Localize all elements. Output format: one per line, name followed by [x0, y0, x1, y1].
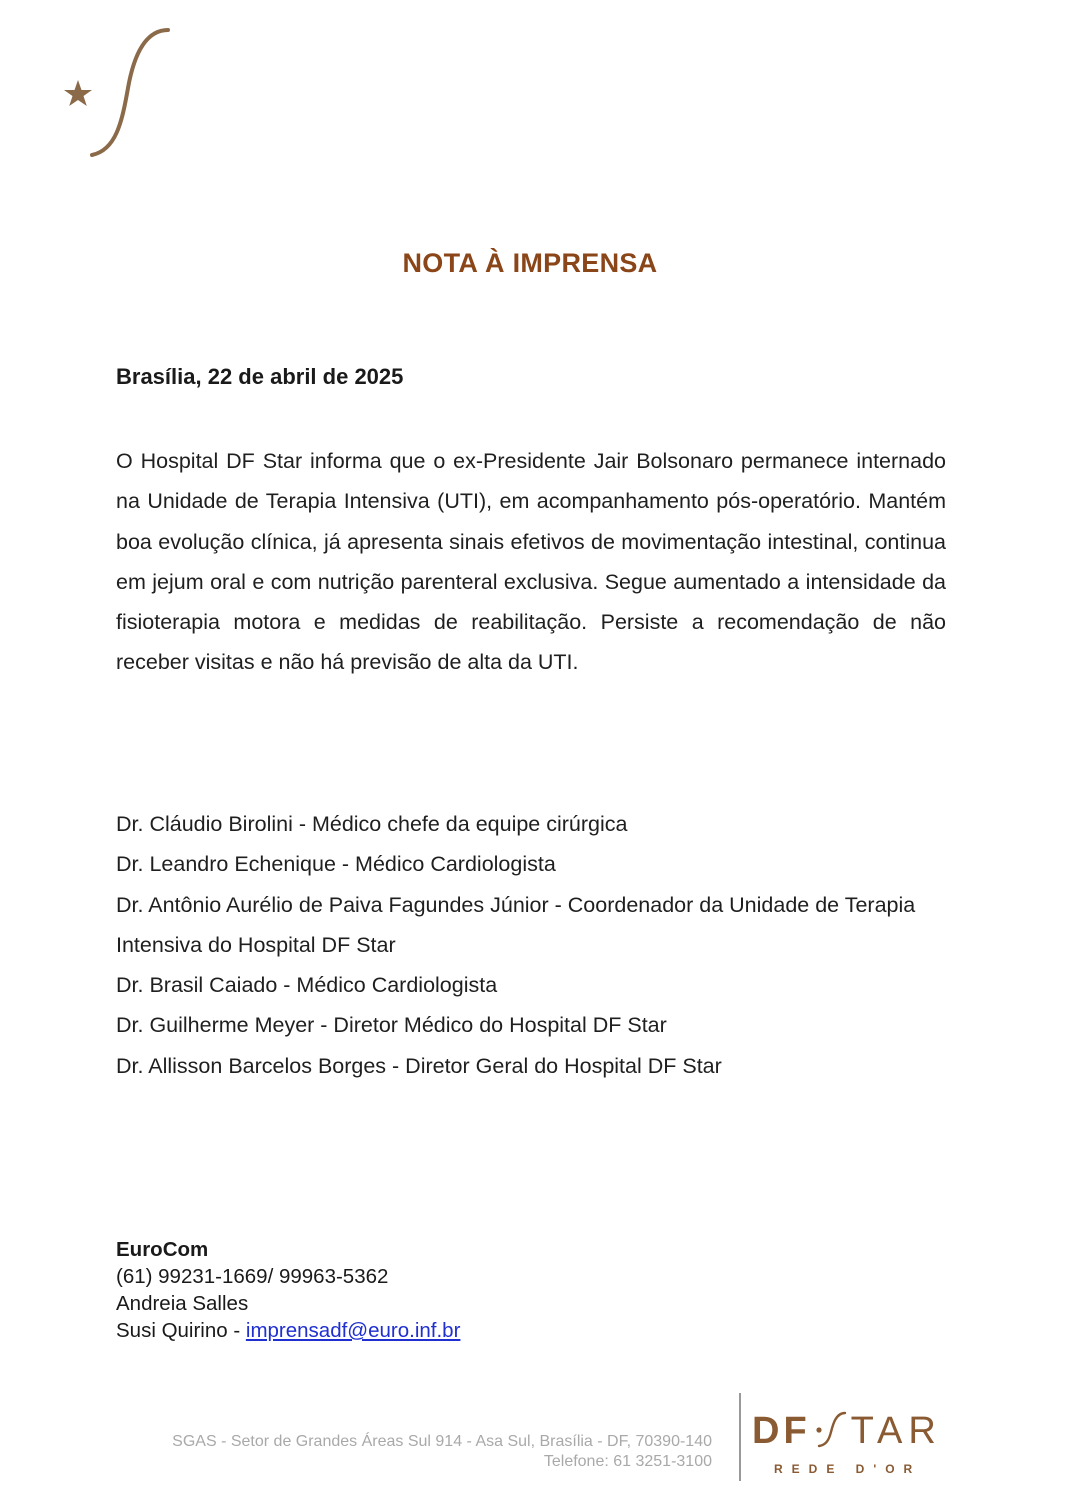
footer-divider: [739, 1393, 741, 1481]
contact-person: Andreia Salles: [116, 1292, 249, 1315]
contact-agency: EuroCom: [116, 1238, 209, 1261]
brand-s-curve-icon: [811, 1410, 851, 1448]
star-s-curve-logo-icon: [58, 22, 188, 167]
signatory-item: Dr. Brasil Caiado - Médico Cardiologista: [116, 973, 498, 998]
contact-person-email-line: [116, 1317, 460, 1344]
signatory-item: Dr. Antônio Aurélio de Paiva Fagundes Júnior - Coordenador da Unidade de Terapia Intensiva do Hospital DF Star: [116, 892, 916, 957]
brand-name: [752, 1410, 942, 1453]
contact-email-link[interactable]: imprensadf@euro.inf.br: [245, 1319, 461, 1342]
signatory-item: Dr. Allisson Barcelos Borges - Diretor Geral do Hospital DF Star: [116, 1053, 722, 1078]
signatory-item: Dr. Guilherme Meyer - Diretor Médico do Hospital DF Star: [116, 1013, 667, 1038]
brand-star: TAR: [850, 1410, 942, 1452]
footer-phone: Telefone: 61 3251-3100: [543, 1453, 712, 1470]
press-contact: [116, 1236, 460, 1344]
brand-subtitle: REDE D'OR: [774, 1462, 922, 1476]
df-star-logo: [752, 1410, 942, 1480]
body-paragraph: O Hospital DF Star informa que o ex-Presidente Jair Bolsonaro permanece internado na Unidade de Terapia Intensiva (UTI), em acompanhamento pós-operatório. Mantém boa evolução clínica, já apresenta sinais efetivos de movimentação intestinal, continua em jejum oral e com nutrição parenteral exclusiva. Segue aumentado a intensidade da fisioterapia motora e medidas de reabilitação. Persiste a recomendação de não receber visitas e não há previsão de alta da UTI.: [116, 449, 946, 675]
date-line: Brasília, 22 de abril de 2025: [116, 364, 404, 389]
signatory-item: Dr. Cláudio Birolini - Médico chefe da equipe cirúrgica: [116, 812, 628, 836]
contact-phones: (61) 99231-1669/ 99963-5362: [116, 1265, 389, 1288]
signatory-item: Dr. Leandro Echenique - Médico Cardiologista: [116, 852, 556, 877]
signatories-list: [116, 804, 946, 1086]
footer-address: [116, 1432, 712, 1472]
brand-df: DF: [752, 1410, 811, 1452]
footer-address-line: SGAS - Setor de Grandes Áreas Sul 914 - Asa Sul, Brasília - DF, 70390-140: [172, 1433, 712, 1450]
page-title: NOTA À IMPRENSA: [402, 248, 658, 278]
contact-person: Susi Quirino -: [116, 1319, 246, 1342]
